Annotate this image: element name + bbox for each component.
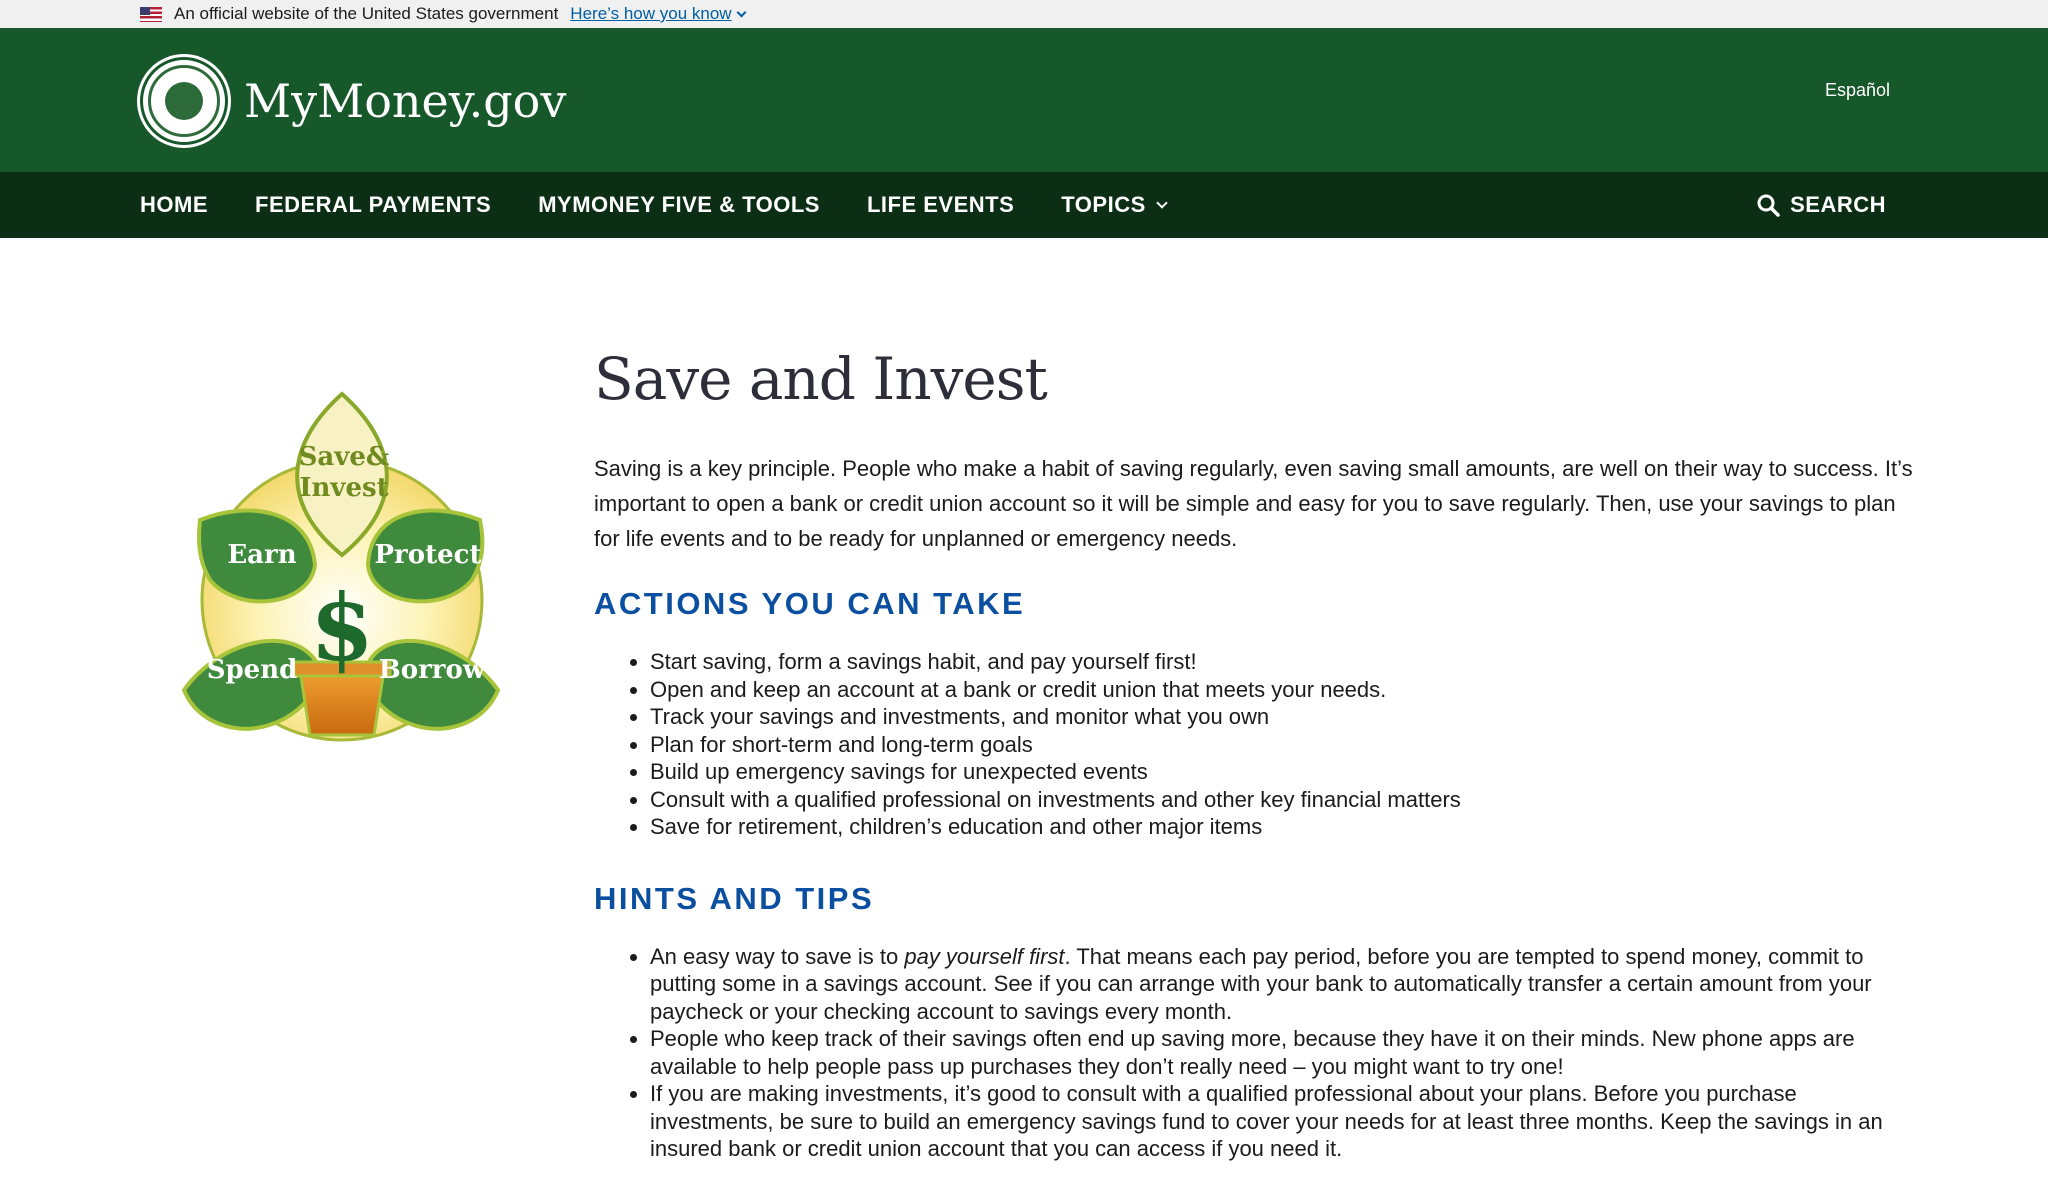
intro-paragraph: Saving is a key principle. People who make a habit of saving regularly, even saving small amounts, are well on their way to success. It’s important to open a bank or credit union account so it will be simple and easy for you to save regularly. Then, use your savings to plan for life events and to be ready for unplanned or emergency needs. <box>594 456 1913 551</box>
tip1-after: . That means each pay period, before you are tempted to spend money, commit to putting some in a savings account. See if you can arrange with your bank to automatically transfer a certain amount from your paycheck or your checking account to savings every month. <box>650 943 1872 1024</box>
list-item: • Start saving, form a savings habit, and pay yourself first! <box>650 648 1914 676</box>
page-title: Save and Invest <box>594 345 1047 413</box>
tip1-emphasis: pay yourself first <box>904 943 1065 969</box>
logo-center-leaf-label: Save& <box>298 442 390 472</box>
logo-leaf-earn: Earn <box>227 540 297 570</box>
mymoney-five-plant-icon <box>180 390 500 760</box>
primary-nav <box>0 172 2048 238</box>
list-item: • If you are making investments, it’s good to consult with a qualified professional about your plans. Before you purchase investments, be sure to build an emergency savings fund to cover your needs for at least three months. Keep the savings in an insured bank or credit union account that you can access if you need it. <box>650 1080 1914 1163</box>
list-item <box>650 943 1914 1026</box>
site-name[interactable]: MyMoney.gov <box>244 74 567 128</box>
tips-list <box>650 943 1914 1163</box>
nav-item-topics[interactable] <box>1061 192 1166 218</box>
logo-center-leaf-label-2: Invest <box>299 473 389 503</box>
heres-how-you-know-link[interactable] <box>570 4 744 24</box>
site-header <box>0 28 2048 172</box>
logo-leaf-borrow: Borrow <box>378 655 486 685</box>
nav-item-federal-payments[interactable]: FEDERAL PAYMENTS <box>255 192 492 217</box>
search-label[interactable]: SEARCH <box>1790 192 1886 217</box>
chevron-down-icon[interactable] <box>736 8 746 18</box>
list-item: • Consult with a qualified professional on investments and other key financial matters <box>650 786 1914 814</box>
chevron-down-icon[interactable] <box>1156 197 1167 208</box>
list-item: • Build up emergency savings for unexpected events <box>650 758 1914 786</box>
magnifier-icon[interactable] <box>1756 193 1780 217</box>
nav-links <box>140 172 1166 238</box>
list-item: • Plan for short-term and long-term goals <box>650 731 1914 759</box>
gov-banner-text: An official website of the United States government <box>174 4 559 23</box>
official-gov-banner <box>0 0 2048 28</box>
financial-literacy-seal-icon[interactable] <box>140 57 228 145</box>
logo-leaf-protect: Protect <box>374 540 482 570</box>
logo-leaf-spend: Spend <box>206 655 298 685</box>
nav-item-mymoney-five-tools[interactable]: MYMONEY FIVE & TOOLS <box>538 192 820 217</box>
us-flag-icon <box>140 7 162 22</box>
list-item: • Save for retirement, children’s education and other major items <box>650 813 1914 841</box>
nav-item-home[interactable]: HOME <box>140 192 208 217</box>
list-item: • People who keep track of their savings often end up saving more, because they have it on their minds. New phone apps are available to help people pass up purchases they don’t really need – you might want to try one! <box>650 1025 1914 1080</box>
svg-text:$: $ <box>309 574 375 682</box>
seal-core <box>165 82 203 120</box>
actions-heading: ACTIONS YOU CAN TAKE <box>594 586 1026 621</box>
actions-list <box>650 648 1914 841</box>
seal-ring <box>148 65 220 137</box>
list-item: • Track your savings and investments, and monitor what you own <box>650 703 1914 731</box>
tip1-before: An easy way to save is to <box>650 943 905 969</box>
nav-item-life-events[interactable]: LIFE EVENTS <box>866 192 1015 217</box>
tips-heading: HINTS AND TIPS <box>594 880 875 916</box>
search-button[interactable] <box>1756 172 1886 238</box>
heres-how-you-know-label[interactable]: Here’s how you know <box>570 4 732 23</box>
main-content <box>594 345 1914 1203</box>
list-item: • Open and keep an account at a bank or credit union that meets your needs. <box>650 676 1914 704</box>
espanol-link[interactable]: Español <box>1824 80 1890 100</box>
gov-banner-inner <box>140 4 745 24</box>
nav-item-topics-label[interactable]: TOPICS <box>1061 192 1146 217</box>
